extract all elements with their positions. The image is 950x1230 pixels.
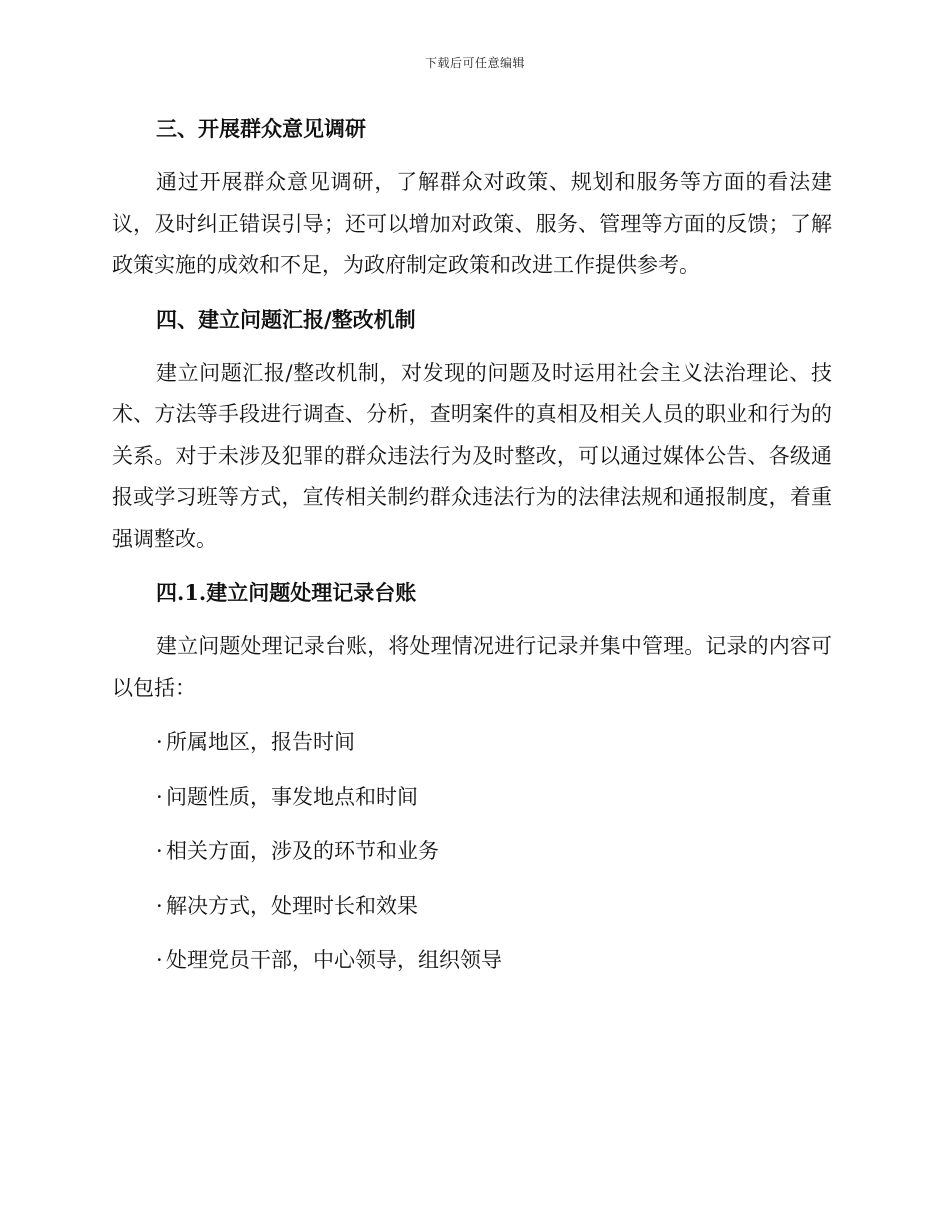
section-3-paragraph: 通过开展群众意见调研，了解群众对政策、规划和服务等方面的看法建议，及时纠正错误引导；还可以增加对政策、服务、管理等方面的反馈；了解政策实施的成效和不足，为政府制定政策和改进工作提供参考。 <box>112 170 832 277</box>
list-item <box>112 939 832 981</box>
list-item-text: 处理党员干部，中心领导，组织领导 <box>166 948 502 972</box>
list-item <box>112 721 832 763</box>
bullet-marker: · <box>156 839 163 863</box>
section-3-heading: 三、开展群众意见调研 <box>156 116 366 141</box>
bullet-marker: · <box>156 893 163 918</box>
list-item-text: 问题性质，事发地点和时间 <box>166 784 418 809</box>
list-item <box>112 776 832 818</box>
document-body <box>112 108 832 994</box>
list-item <box>112 830 832 872</box>
list-item-text: 相关方面，涉及的环节和业务 <box>166 839 439 863</box>
section-4-1-paragraph: 建立问题处理记录台账，将处理情况进行记录并集中管理。记录的内容可以包括： <box>112 634 832 700</box>
page-header: 下载后可任意编辑 <box>424 56 525 70</box>
record-content-list <box>112 721 832 981</box>
section-4-1-heading: 四.1.建立问题处理记录台账 <box>156 580 417 605</box>
list-item-text: 解决方式，处理时长和效果 <box>166 893 418 918</box>
bullet-marker: · <box>156 948 163 972</box>
section-4-paragraph: 建立问题汇报/整改机制，对发现的问题及时运用社会主义法治理论、技术、方法等手段进行调查、分析，查明案件的真相及相关人员的职业和行为的关系。对于未涉及犯罪的群众违法行为及时整改，可以通过媒体公告、各级通报或学习班等方式，宣传相关制约群众违法行为的法律法规和通报制度，着重强调整改。 <box>112 360 832 551</box>
list-item <box>112 885 832 927</box>
bullet-marker: · <box>156 784 163 809</box>
section-4-heading: 四、建立问题汇报/整改机制 <box>156 306 416 332</box>
bullet-marker: · <box>156 730 163 754</box>
list-item-text: 所属地区，报告时间 <box>166 730 355 754</box>
